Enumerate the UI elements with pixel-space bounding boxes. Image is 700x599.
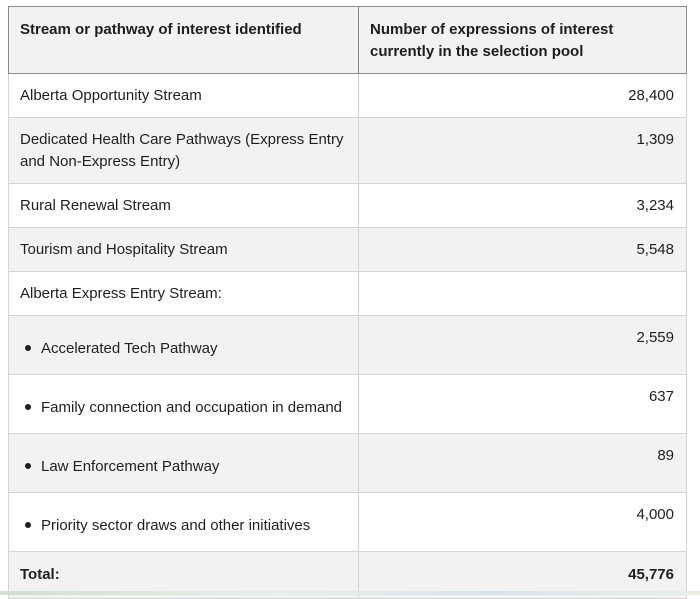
header-stream: Stream or pathway of interest identified	[9, 7, 359, 74]
table-row	[9, 184, 687, 228]
total-value: 45,776	[359, 552, 687, 599]
table-row	[9, 228, 687, 272]
eoi-table-container	[8, 6, 686, 599]
row-label-cell	[9, 375, 359, 434]
page-bottom-divider	[0, 591, 700, 595]
bullet-icon	[25, 404, 31, 410]
table-row	[9, 74, 687, 118]
row-label: Rural Renewal Stream	[9, 184, 359, 228]
table-row	[9, 316, 687, 375]
row-label: Family connection and occupation in demand	[41, 399, 343, 416]
row-label: Accelerated Tech Pathway	[41, 340, 218, 357]
row-value: 3,234	[359, 184, 687, 228]
row-label: Alberta Express Entry Stream:	[9, 272, 359, 316]
row-value: 28,400	[359, 74, 687, 118]
total-label: Total:	[9, 552, 359, 599]
row-label-cell	[9, 493, 359, 552]
row-value: 89	[359, 434, 687, 493]
row-label-cell	[9, 316, 359, 375]
bullet-icon	[25, 463, 31, 469]
row-value: 1,309	[359, 118, 687, 184]
bullet-icon	[25, 522, 31, 528]
row-label: Law Enforcement Pathway	[41, 458, 220, 475]
row-label: Tourism and Hospitality Stream	[9, 228, 359, 272]
row-value: 2,559	[359, 316, 687, 375]
row-value: 4,000	[359, 493, 687, 552]
table-header-row	[9, 7, 687, 74]
row-label: Alberta Opportunity Stream	[9, 74, 359, 118]
table-row	[9, 434, 687, 493]
table-row	[9, 118, 687, 184]
table-row	[9, 272, 687, 316]
row-label: Dedicated Health Care Pathways (Express Entry and Non-Express Entry)	[9, 118, 359, 184]
header-eoi-count: Number of expressions of interest currently in the selection pool	[359, 7, 687, 74]
row-value: 637	[359, 375, 687, 434]
table-row	[9, 375, 687, 434]
eoi-selection-pool-table	[8, 6, 687, 599]
row-value	[359, 272, 687, 316]
table-row	[9, 493, 687, 552]
row-value: 5,548	[359, 228, 687, 272]
row-label-cell	[9, 434, 359, 493]
bullet-icon	[25, 345, 31, 351]
row-label: Priority sector draws and other initiatives	[41, 517, 311, 534]
